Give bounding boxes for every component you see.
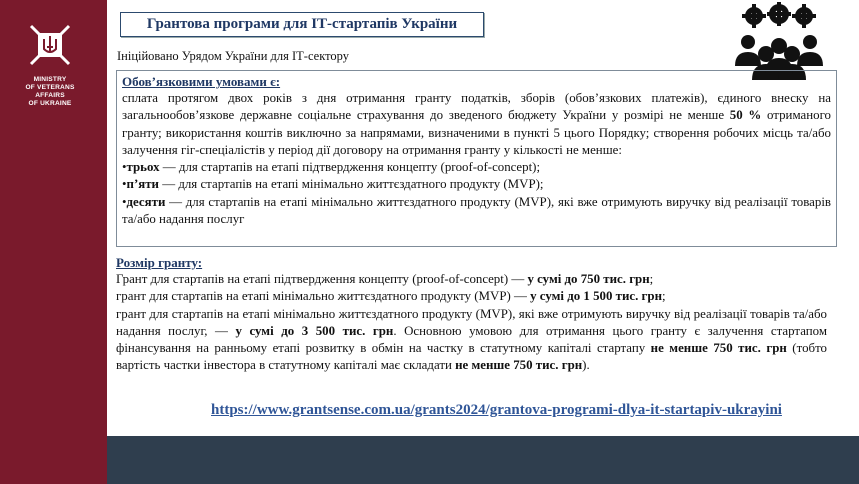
ministry-line: OF UKRAINE — [28, 100, 72, 107]
grant-line — [116, 306, 827, 375]
text: грант для стартапів на етапі мінімально життєздатного продукту (MVP), які вже отримують виручку від реалізації товарів та/або надання послуг, — — [116, 306, 827, 338]
sidebar — [0, 0, 107, 484]
ministry-line: MINISTRY — [33, 76, 67, 83]
bullet: • — [122, 160, 127, 175]
item-bold: трьох — [126, 160, 160, 175]
obligations-section — [116, 70, 837, 247]
text: отриманого гранту; використання коштів виключно за напрямами, визначеними в пункті 5 цього Порядку; створення робочих місць та/або залучення гіг-спеціалістів у період дії договору на отримання гранту у кількості не менше: — [122, 108, 831, 157]
item-text: — для стартапів на етапі мінімально життєздатного продукту (MVP); — [158, 177, 544, 192]
obligations-paragraph — [122, 90, 831, 159]
grant-size-heading: Розмір гранту: — [116, 255, 203, 270]
ministry-line: OF VETERANS — [25, 84, 75, 91]
text: ; — [662, 289, 666, 304]
text-bold: у сумі до 750 тис. грн — [527, 272, 650, 286]
ministry-name — [0, 76, 100, 108]
text-bold: 50 % — [729, 108, 762, 123]
text: Грант для стартапів на етапі підтвердження концепту (proof-of-concept) — — [116, 272, 528, 286]
item-text: — для стартапів на етапі мінімально життєздатного продукту (MVP), які вже отримують виручку від реалізації товарів та/або надання послуг — [122, 194, 831, 227]
text: ). — [582, 358, 590, 373]
text: грант для стартапів на етапі мінімально життєздатного продукту (MVP) — — [116, 289, 531, 304]
list-item — [122, 194, 831, 229]
source-link[interactable]: https://www.grantsense.com.ua/grants2024/grantova-programi-dlya-it-startapiv-ukrayini — [211, 402, 782, 418]
text-bold: не менше 750 тис. грн — [455, 358, 583, 373]
text-bold: не менше 750 тис. грн — [650, 341, 787, 356]
item-bold: десяти — [126, 194, 166, 209]
list-item — [122, 159, 831, 176]
bullet: • — [122, 194, 127, 209]
item-text: — для стартапів на етапі підтвердження концепту (proof-of-concept); — [159, 160, 541, 175]
subtitle: Ініційовано Урядом України для ІТ-сектору — [117, 49, 350, 63]
obligations-heading: Обов’язковими умовами є: — [122, 74, 281, 89]
ministry-emblem-icon — [25, 20, 75, 70]
item-bold: п’яти — [126, 177, 159, 192]
grant-line — [116, 288, 827, 305]
bullet: • — [122, 177, 127, 192]
grant-line — [116, 271, 827, 288]
text: ; — [649, 272, 654, 286]
list-item — [122, 176, 831, 193]
text: (тобто вартість частки інвестора в статутному капіталі має складати — [116, 341, 827, 373]
text-bold: у сумі до 3 500 тис. грн — [235, 323, 394, 338]
grant-size-section — [116, 254, 827, 375]
text: сплата протягом двох років з дня отримання гранту податків, зборів (обов’язкових платежів), єдиного внеску на загальнообов’язкове державне соціальне страхування до зведеного бюджету України у розмірі не менше — [122, 91, 831, 123]
text: . Основною умовою для отримання цього гранту є залучення стартапом фінансування на ранньому етапі розвитку в обмін на частку в статутному капіталі стартапу — [116, 323, 827, 356]
ministry-line: AFFAIRS — [35, 92, 65, 99]
text-bold: у сумі до 1 500 тис. грн — [530, 289, 663, 304]
page-title: Грантова програми для ІТ-стартапів України — [120, 12, 484, 37]
footer-bar — [107, 436, 859, 484]
